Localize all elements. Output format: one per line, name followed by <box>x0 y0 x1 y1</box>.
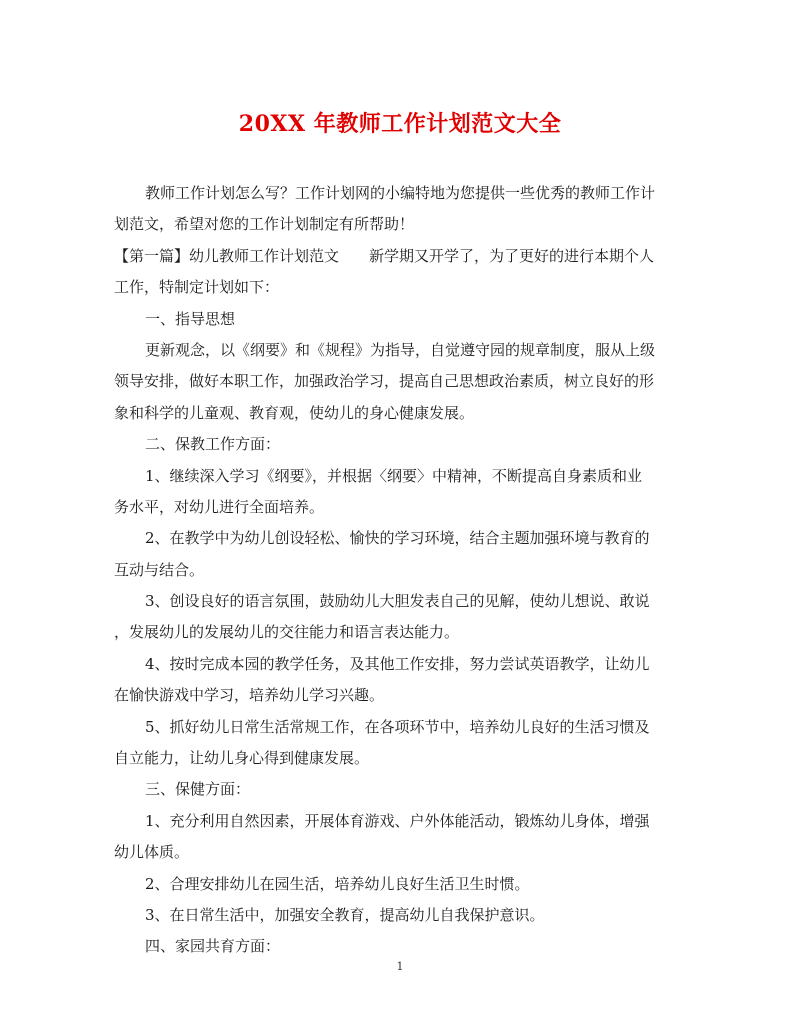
section-one-heading-line-2: 工作，特制定计划如下： <box>114 278 280 297</box>
health-item-2: 2、合理安排幼儿在园生活，培养幼儿良好生活卫生时惯。 <box>145 874 530 893</box>
intro-paragraph-line-1: 教师工作计划怎么写？工作计划网的小编特地为您提供一些优秀的教师工作计 <box>145 184 656 202</box>
teaching-item-1-line-2: 务水平，对幼儿进行全面培养。 <box>114 497 325 516</box>
teaching-item-5-line-1: 5、抓好幼儿日常生活常规工作，在各项环节中，培养幼儿良好的生活习惯及 <box>145 717 650 736</box>
paragraph-guiding-line-3: 象和科学的儿童观、教育观，使幼儿的身心健康发展。 <box>114 403 475 422</box>
teaching-item-2-line-2: 互动与结合。 <box>114 560 205 579</box>
teaching-item-5-line-2: 自立能力，让幼儿身心得到健康发展。 <box>114 749 370 768</box>
health-item-1-line-1: 1、充分利用自然因素，开展体育游戏、户外体能活动，锻炼幼儿身体，增强 <box>145 811 650 830</box>
teaching-item-2-line-1: 2、在教学中为幼儿创设轻松、愉快的学习环境，结合主题加强环境与教育的 <box>145 529 650 548</box>
document-body <box>114 178 686 963</box>
teaching-item-3-line-1: 3、创设良好的语言氛围，鼓励幼儿大胆发表自己的见解，使幼儿想说、敢说 <box>145 592 650 611</box>
paragraph-guiding-line-1: 更新观念，以《纲要》和《规程》为指导，自觉遵守园的规章制度，服从上级 <box>145 340 656 359</box>
teaching-item-4-line-1: 4、按时完成本园的教学任务，及其他工作安排，努力尝试英语教学，让幼儿 <box>145 654 650 673</box>
teaching-item-3-line-2: ，发展幼儿的发展幼儿的交往能力和语言表达能力。 <box>114 623 460 642</box>
teaching-item-1-line-1: 1、继续深入学习《纲要》，并根据〈纲要〉中精神，不断提高自身素质和业 <box>145 466 643 485</box>
page-number: 1 <box>396 960 404 973</box>
health-item-1-line-2: 幼儿体质。 <box>114 843 190 862</box>
intro-paragraph-line-2: 划范文，希望对您的工作计划制定有所帮助！ <box>114 215 415 234</box>
teaching-item-4-line-2: 在愉快游戏中学习，培养幼儿学习兴趣。 <box>114 686 385 705</box>
section-one-heading-line-1: 【第一篇】幼儿教师工作计划范文 新学期又开学了，为了更好的进行本期个人 <box>114 246 655 265</box>
heading-health-care: 三、保健方面： <box>145 780 251 799</box>
heading-teaching-work: 二、保教工作方面： <box>145 435 281 454</box>
health-item-3: 3、在日常生活中，加强安全教育，提高幼儿自我保护意识。 <box>145 905 545 924</box>
heading-home-school: 四、家园共育方面： <box>145 937 281 956</box>
paragraph-guiding-line-2: 领导安排，做好本职工作，加强政治学习，提高自己思想政治素质，树立良好的形 <box>114 372 655 391</box>
heading-guiding-thought: 一、指导思想 <box>145 309 236 328</box>
document-title: 20XX 年教师工作计划范文大全 <box>238 111 562 137</box>
